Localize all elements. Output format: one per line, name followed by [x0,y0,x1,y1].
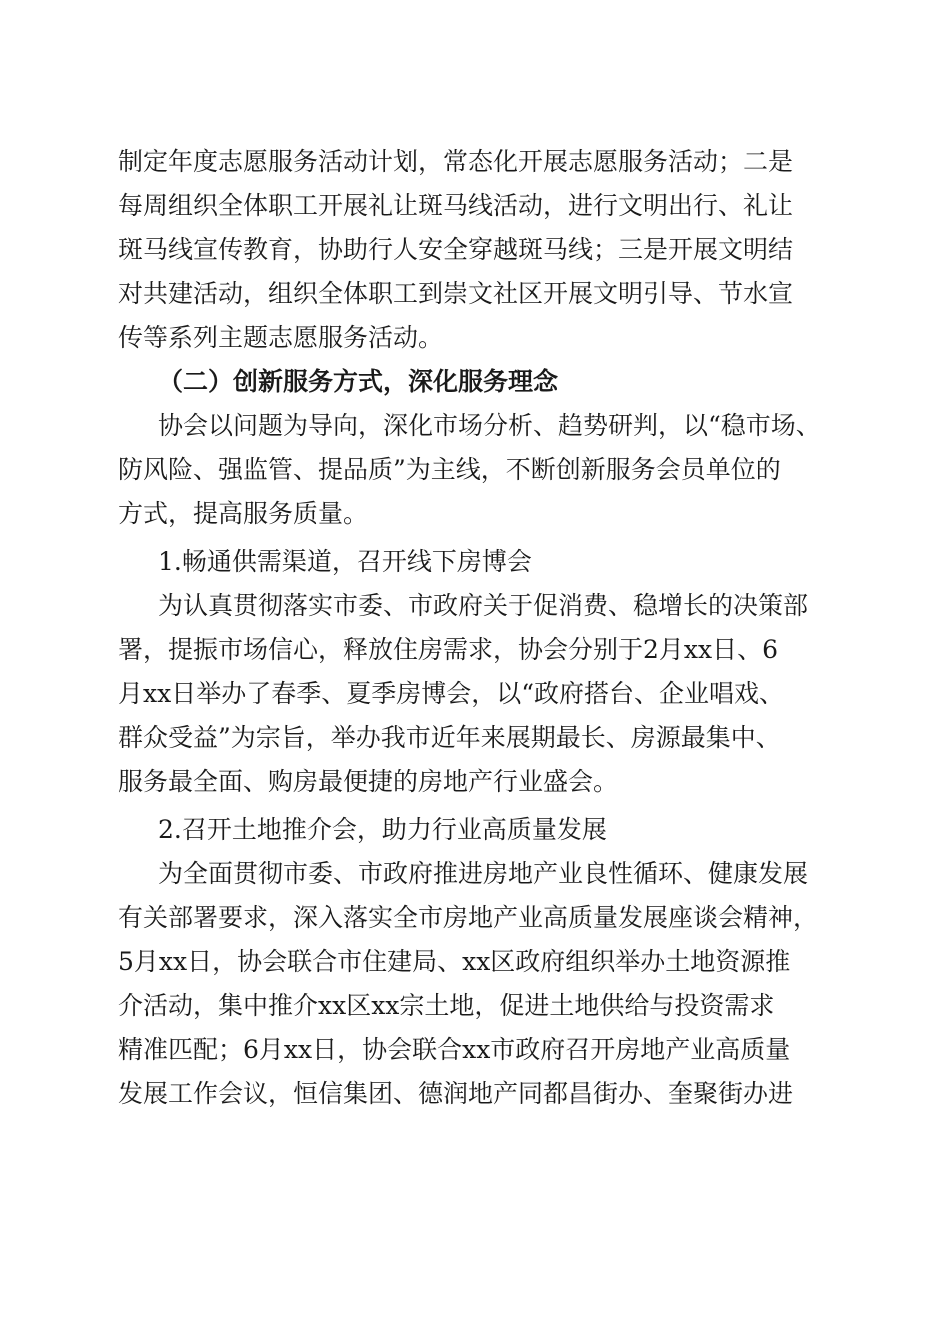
body-text-line: 精准匹配；6月xx日，协会联合xx市政府召开房地产业高质量 [118,1035,791,1064]
body-text-line: 方式，提高服务质量。 [118,499,369,528]
body-text-line: 传等系列主题志愿服务活动。 [118,323,444,352]
body-text-line: 斑马线宣传教育，协助行人安全穿越斑马线；三是开展文明结 [118,235,794,264]
body-text-line: 月xx日举办了春季、夏季房博会，以“政府搭台、企业唱戏、 [118,679,784,708]
subsection-heading: 1.畅通供需渠道，召开线下房博会 [158,547,532,576]
subsection-heading: 2.召开土地推介会，助力行业高质量发展 [158,815,607,844]
paragraph-first-line: 为认真贯彻落实市委、市政府关于促消费、稳增长的决策部 [158,591,809,620]
body-text-line: 发展工作会议，恒信集团、德润地产同都昌街办、奎聚街办进 [118,1079,794,1108]
body-text-line: 群众受益”为宗旨，举办我市近年来展期最长、房源最集中、 [118,723,781,752]
body-text-line: 有关部署要求，深入落实全市房地产业高质量发展座谈会精神， [118,903,819,932]
section-heading: （二）创新服务方式，深化服务理念 [158,367,559,396]
paragraph-first-line: 协会以问题为导向，深化市场分析、趋势研判，以“稳市场、 [158,411,821,440]
body-text-line: 每周组织全体职工开展礼让斑马线活动，进行文明出行、礼让 [118,191,794,220]
body-text-line: 介活动，集中推介xx区xx宗土地，促进土地供给与投资需求 [118,991,775,1020]
body-text-line: 制定年度志愿服务活动计划，常态化开展志愿服务活动；二是 [118,147,794,176]
body-text-line: 服务最全面、购房最便捷的房地产行业盛会。 [118,767,619,796]
body-text-line: 5月xx日，协会联合市住建局、xx区政府组织举办土地资源推 [118,947,791,976]
body-text-line: 对共建活动，组织全体职工到崇文社区开展文明引导、节水宣 [118,279,794,308]
paragraph-first-line: 为全面贯彻市委、市政府推进房地产业良性循环、健康发展 [158,859,809,888]
body-text-line: 署，提振市场信心，释放住房需求，协会分别于2月xx日、6 [118,635,779,664]
body-text-line: 防风险、强监管、提品质”为主线，不断创新服务会员单位的 [118,455,781,484]
